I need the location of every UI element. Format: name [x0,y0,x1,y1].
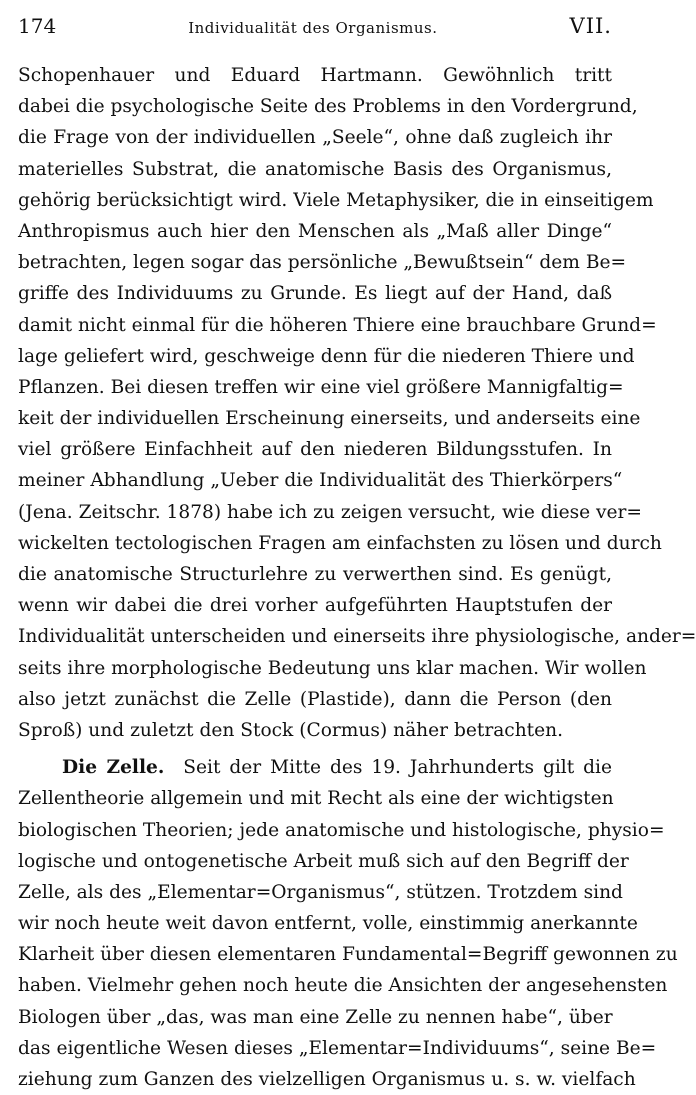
text-line: wenn wir dabei die drei vorher aufgeführten Hauptstufen der [18,595,612,617]
text-line: wir noch heute weit davon entfernt, volle, einstimmig anerkannte [18,913,638,935]
text-line: (Jena. Zeitschr. 1878) habe ich zu zeigen versucht, wie diese ver= [18,501,643,523]
text-line: gehörig berücksichtigt wird. Viele Metaphysiker, die in einseitigem [18,189,654,211]
text-line: das eigentliche Wesen dieses „Elementar=Individuums“, seine Be= [18,1037,657,1059]
text-line: Biologen über „das, was man eine Zelle zu nennen habe“, über [18,1006,613,1028]
running-title: Individualität des Organismus. [188,19,438,37]
page-number: 174 [18,14,57,38]
text-line: wickelten tectologischen Fragen am einfachsten zu lösen und durch [18,532,662,554]
text-line: die Frage von der individuellen „Seele“, ohne daß zugleich ihr [18,127,612,149]
text-line: haben. Vielmehr gehen noch heute die Ansichten der angesehensten [18,975,668,997]
body-text [18,60,696,1095]
text-line: Sproß) und zuletzt den Stock (Cormus) näher betrachten. [18,719,564,741]
text-line: dabei die psychologische Seite des Problems in den Vordergrund, [18,96,638,118]
text-line: Anthropismus auch hier den Menschen als „Maß aller Dinge“ [18,220,612,242]
paragraph-1 [18,60,696,746]
page-header [18,14,612,54]
text-line: Zelle, als des „Elementar=Organismus“, stützen. Trotzdem sind [18,881,623,903]
section-heading: Die Zelle. [62,757,165,779]
text-line: seits ihre morphologische Bedeutung uns klar machen. Wir wollen [18,657,647,679]
text-line: lage geliefert wird, geschweige denn für die niederen Thiere und [18,345,635,367]
text-line: Pflanzen. Bei diesen treffen wir eine viel größere Mannigfaltig= [18,376,624,398]
text-line: Klarheit über diesen elementaren Fundamental=Begriff gewonnen zu [18,944,678,966]
section-first-line [18,752,612,783]
text-line: damit nicht einmal für die höheren Thiere eine brauchbare Grund= [18,314,657,336]
text-line: keit der individuellen Erscheinung einerseits, und anderseits eine [18,408,641,430]
paragraph-2 [18,752,678,1095]
text-line: Schopenhauer und Eduard Hartmann. Gewöhnlich tritt [18,65,612,86]
chapter-numeral: VII. [569,14,612,38]
text-line: Zellentheorie allgemein und mit Recht als eine der wichtigsten [18,788,614,810]
text-line: griffe des Individuums zu Grunde. Es liegt auf der Hand, daß [18,283,612,305]
text-line: biologischen Theorien; jede anatomische und histologische, physio= [18,819,665,841]
text-line: betrachten, legen sogar das persönliche „Bewußtsein“ dem Be= [18,252,627,274]
text-line: ziehung zum Ganzen des vielzelligen Organismus u. s. w. vielfach [18,1069,636,1090]
text-line: meiner Abhandlung „Ueber die Individualität des Thierkörpers“ [18,470,623,492]
text-line: viel größere Einfachheit auf den niederen Bildungsstufen. In [18,439,612,461]
text-line: materielles Substrat, die anatomische Basis des Organismus, [18,158,612,180]
text-line: die anatomische Structurlehre zu verwerthen sind. Es genügt, [18,564,612,585]
book-page [18,14,696,1095]
text-line: Individualität unterscheiden und einerseits ihre physiologische, ander= [18,626,696,648]
text-line: logische und ontogenetische Arbeit muß sich auf den Begriff der [18,850,629,872]
text-span: Seit der Mitte des 19. Jahrhunderts gilt die [183,757,612,779]
text-line: also jetzt zunächst die Zelle (Plastide), dann die Person (den [18,688,612,710]
